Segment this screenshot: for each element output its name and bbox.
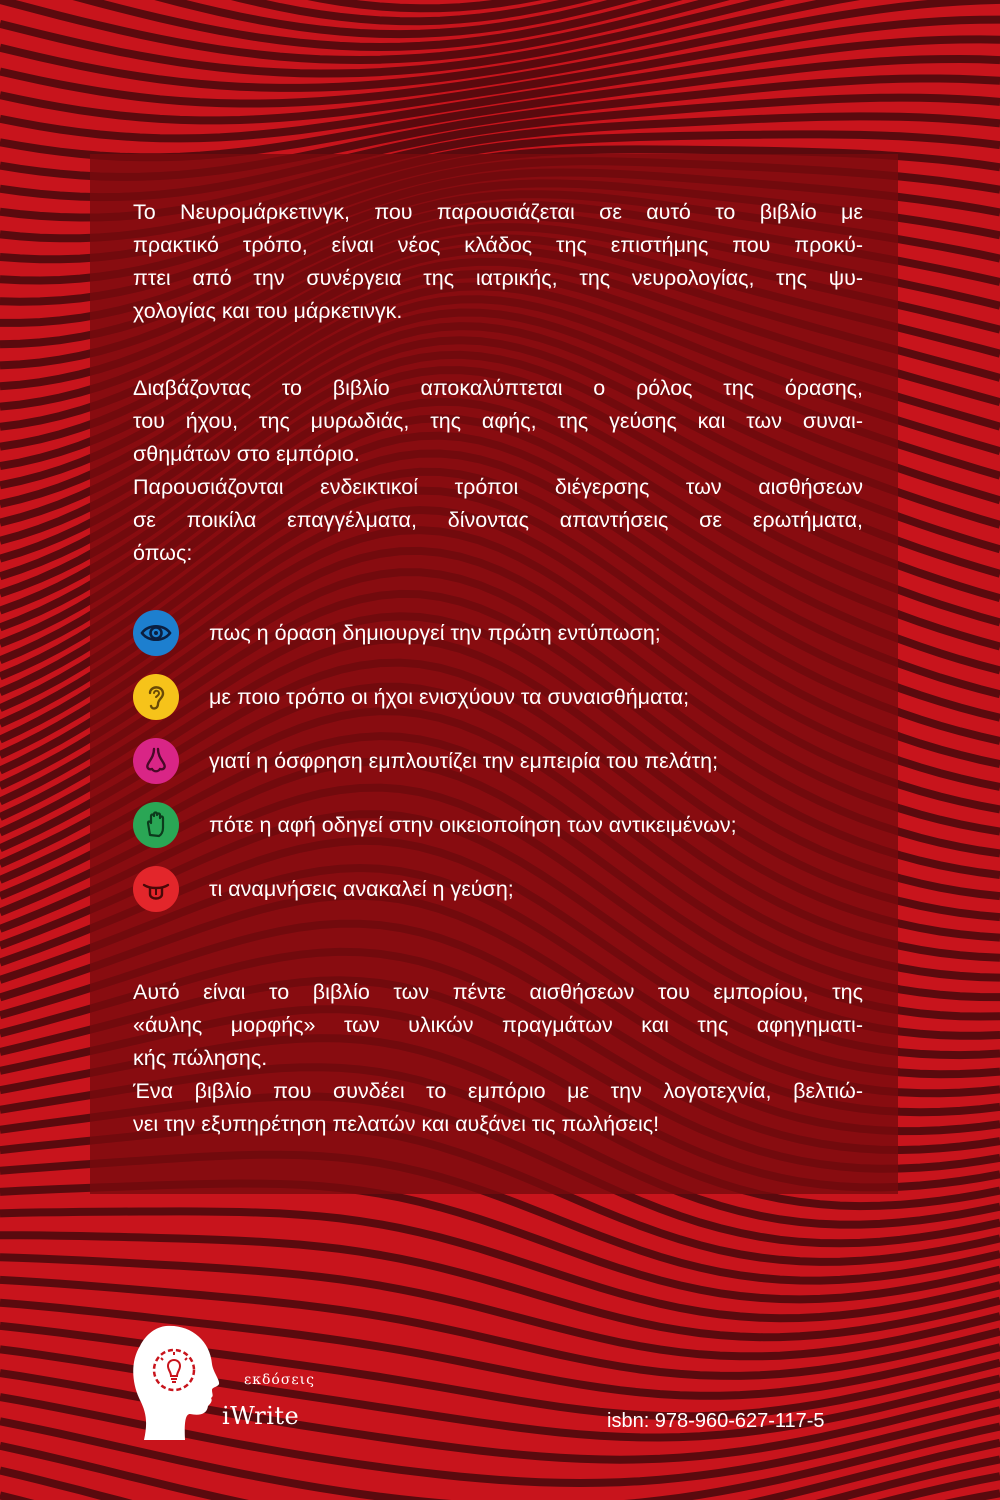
question-smell [133, 738, 718, 784]
text-line: όπως: [133, 541, 193, 565]
text-line: πρακτικό τρόπο, είναι νέος κλάδος της επιστήμης που προκύ- [133, 233, 863, 257]
text-line: του ήχου, της μυρωδιάς, της αφής, της γεύσης και των συναι- [133, 409, 863, 433]
question-text: τι αναμνήσεις ανακαλεί η γεύση; [209, 876, 514, 901]
nose-icon [133, 738, 179, 784]
intro-paragraph [133, 196, 863, 328]
publisher-name: iWrite [222, 1402, 300, 1430]
question-text: πως η όραση δημιουργεί την πρώτη εντύπωση; [209, 620, 661, 645]
question-text: γιατί η όσφρηση εμπλουτίζει την εμπειρία του πελάτη; [209, 748, 719, 773]
text-line: «άυλης μορφής» των υλικών πραγμάτων και της αφηγηματι- [133, 1013, 863, 1037]
text-line: πτει από την συνέργεια της ιατρικής, της νευρολογίας, της ψυ- [133, 266, 863, 290]
question-hearing [133, 674, 689, 720]
background-stripe [0, 59, 1000, 157]
text-line: Διαβάζοντας το βιβλίο αποκαλύπτεται ο ρόλος της όρασης, [133, 376, 863, 400]
text-line: νει την εξυπηρέτηση πελατών και αυξάνει τις πωλήσεις! [133, 1112, 660, 1136]
question-taste [133, 866, 514, 912]
text-line: Αυτό είναι το βιβλίο των πέντε αισθήσεων του εμπορίου, της [133, 980, 863, 1004]
text-line: κής πώλησης. [133, 1046, 268, 1070]
text-line: σε ποικίλα επαγγέλματα, δίνοντας απαντήσεις σε ερωτήματα, [133, 508, 863, 532]
reading-paragraph [133, 372, 863, 570]
text-line: χολογίας και του μάρκετινγκ. [133, 299, 403, 323]
question-touch [133, 802, 737, 848]
text-line: Το Νευρομάρκετινγκ, που παρουσιάζεται σε αυτό το βιβλίο με [133, 200, 863, 224]
text-line: Ένα βιβλίο που συνδέει το εμπόριο με την λογοτεχνία, βελτιώ- [133, 1079, 863, 1103]
publisher-head-logo [130, 1322, 222, 1442]
isbn-label: isbn: 978-960-627-117-5 [607, 1410, 825, 1432]
question-text: με ποιο τρόπο οι ήχοι ενισχύουν τα συναισθήματα; [209, 684, 690, 709]
tongue-icon [133, 866, 179, 912]
text-line: σθημάτων στο εμπόριο. [133, 442, 360, 466]
question-text: πότε η αφή οδηγεί στην οικειοποίηση των αντικειμένων; [209, 812, 737, 837]
publisher-subtitle: εκδόσεις [244, 1372, 315, 1388]
text-line: Παρουσιάζονται ενδεικτικοί τρόποι διέγερσης των αισθήσεων [133, 475, 863, 499]
question-sight [133, 610, 661, 656]
ear-icon [133, 674, 179, 720]
eye-icon [133, 610, 179, 656]
hand-icon [133, 802, 179, 848]
closing-paragraph [133, 976, 863, 1141]
